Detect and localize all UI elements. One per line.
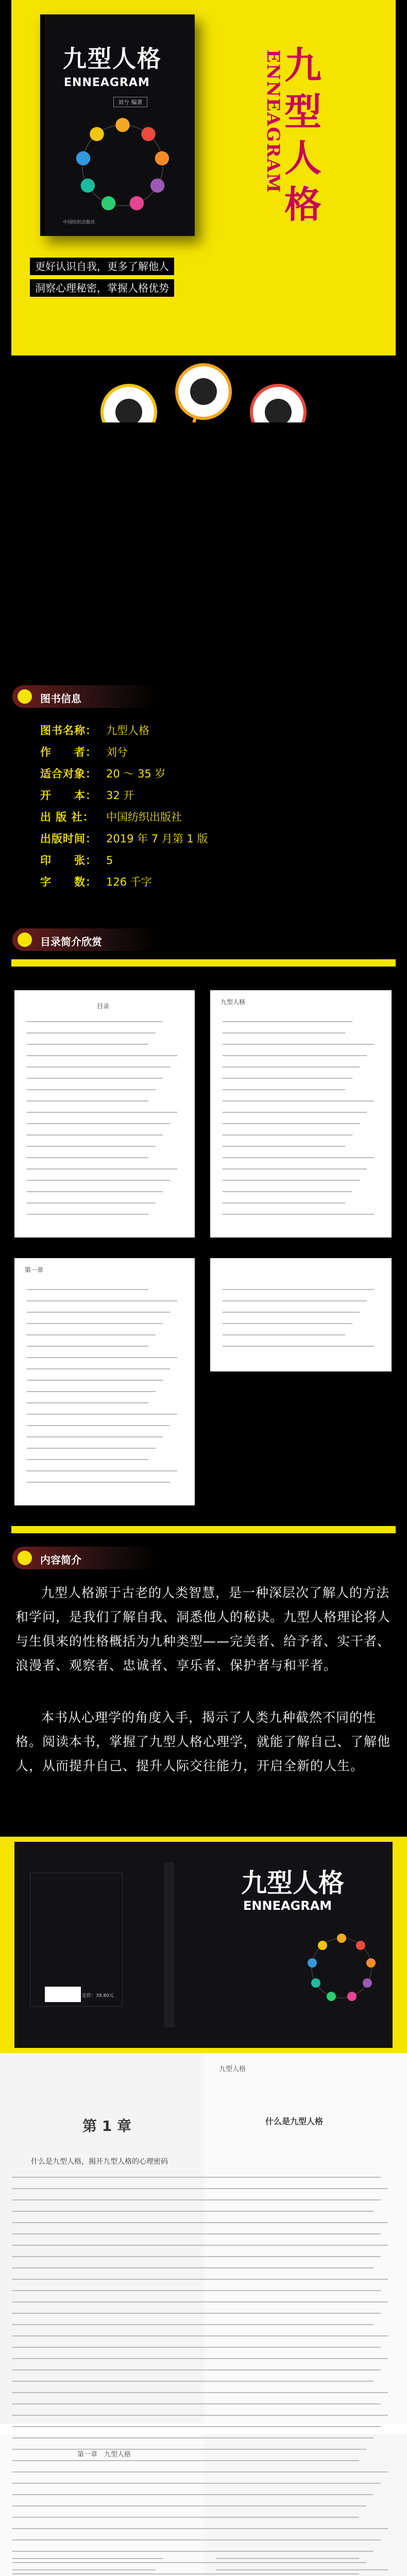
text-line bbox=[27, 1334, 156, 1335]
pin-icon bbox=[18, 1551, 32, 1565]
text-line bbox=[223, 1032, 345, 1033]
info-key: 印 张： bbox=[40, 854, 97, 867]
text-line bbox=[27, 1112, 177, 1113]
text-line bbox=[12, 2505, 366, 2506]
info-value: 126 千字 bbox=[106, 876, 152, 888]
book-cover-title: 九型人格 bbox=[63, 45, 162, 73]
text-line bbox=[27, 1402, 148, 1403]
text-line bbox=[12, 2199, 381, 2200]
text-line bbox=[27, 1134, 163, 1136]
sample-chapter: 第 1 章 bbox=[82, 2117, 131, 2134]
text-line bbox=[12, 2494, 374, 2495]
cover-spine bbox=[164, 1862, 174, 2027]
info-key: 作 者： bbox=[40, 746, 97, 758]
info-row bbox=[40, 742, 128, 762]
text-line bbox=[223, 1323, 352, 1324]
text-line bbox=[223, 1112, 367, 1113]
barcode bbox=[45, 1987, 81, 2002]
text-line bbox=[12, 2471, 388, 2472]
info-key: 出 版 社： bbox=[40, 811, 94, 823]
text-line bbox=[12, 2558, 163, 2559]
text-line bbox=[223, 1168, 367, 1170]
info-key: 适合对象： bbox=[40, 768, 97, 780]
book-info-section bbox=[0, 720, 407, 926]
toc-page-title: 目录 bbox=[97, 1003, 110, 1010]
text-line bbox=[223, 1346, 374, 1347]
toc-chapter-label: 第一章 bbox=[25, 1266, 44, 1274]
book-cover-subtitle: ENNEAGRAM bbox=[64, 76, 150, 89]
text-line bbox=[223, 1044, 374, 1045]
toc-chapter-header: 九型人格 bbox=[221, 998, 246, 1006]
toc-heading-pill bbox=[12, 928, 157, 951]
hero-english-title: ENNEAGRAM bbox=[263, 49, 283, 194]
text-line bbox=[216, 2569, 388, 2570]
text-line bbox=[27, 1425, 170, 1426]
text-line bbox=[12, 2188, 388, 2189]
text-line bbox=[27, 1089, 156, 1090]
text-line bbox=[27, 1180, 170, 1181]
sample-page-right bbox=[204, 2053, 407, 2424]
sample-page-left bbox=[0, 2053, 204, 2424]
text-line bbox=[27, 1368, 170, 1369]
text-line bbox=[27, 1312, 170, 1313]
text-line bbox=[12, 2267, 374, 2268]
info-value: 20 ～ 35 岁 bbox=[106, 768, 166, 780]
info-row bbox=[40, 850, 113, 871]
text-line bbox=[223, 1055, 367, 1056]
sample-right-title: 什么是九型人格 bbox=[265, 2116, 324, 2126]
hero-section bbox=[0, 0, 407, 422]
text-line bbox=[12, 2460, 359, 2461]
text-line bbox=[27, 1459, 148, 1460]
text-line bbox=[12, 2562, 366, 2563]
sample-pages-section bbox=[0, 2053, 407, 2576]
text-line bbox=[12, 2233, 359, 2234]
cover-spread bbox=[14, 1842, 393, 2048]
toc-heading-section bbox=[0, 922, 407, 958]
toc-page-1 bbox=[14, 990, 195, 1238]
cover-front-subtitle: ENNEAGRAM bbox=[243, 1899, 332, 1913]
text-line bbox=[27, 1123, 170, 1124]
toc-page-2 bbox=[210, 990, 392, 1238]
hero-tagline-1: 更好认识自我，更多了解他人 bbox=[30, 258, 174, 275]
text-line bbox=[27, 1202, 156, 1204]
book-cover-publisher: 中国纺织出版社 bbox=[63, 220, 96, 225]
text-line bbox=[12, 2392, 366, 2393]
info-row bbox=[40, 807, 182, 827]
info-key: 图书名称： bbox=[40, 724, 97, 737]
text-line bbox=[12, 2347, 359, 2348]
cover-front-ring-icon bbox=[303, 1929, 380, 2007]
text-line bbox=[12, 2358, 388, 2359]
info-heading-pill bbox=[12, 685, 157, 708]
text-line bbox=[223, 1123, 360, 1124]
text-line bbox=[223, 1312, 360, 1313]
text-line bbox=[223, 1157, 374, 1158]
toc-heading: 目录简介欣赏 bbox=[40, 936, 102, 948]
text-line bbox=[223, 1334, 345, 1335]
intro-section bbox=[0, 1540, 407, 1837]
text-line bbox=[223, 1021, 352, 1022]
text-line bbox=[12, 2483, 381, 2484]
text-line bbox=[12, 2290, 359, 2291]
info-key: 字 数： bbox=[40, 876, 97, 888]
text-line bbox=[12, 2449, 366, 2450]
info-key: 出版时间： bbox=[40, 833, 97, 845]
text-line bbox=[27, 1323, 163, 1324]
text-line bbox=[12, 2403, 359, 2404]
hero-title: 九型人格 bbox=[284, 43, 322, 226]
text-line bbox=[12, 2528, 388, 2529]
intro-paragraph-1: 九型人格源于古老的人类智慧，是一种深层次了解人的方法和学问，是我们了解自我、洞悉他人的秘诀。九型人格理论将人与生俱来的性格概括为九种类型——完美者、给予者、实干者、浪漫者、观察者、忠诚者、享乐者、保护者与和平者。 bbox=[15, 1585, 391, 1673]
text-line bbox=[223, 1191, 352, 1192]
text-line bbox=[12, 2381, 374, 2382]
text-line bbox=[27, 1214, 148, 1215]
text-line bbox=[27, 1448, 156, 1449]
text-line bbox=[12, 2573, 359, 2574]
text-line bbox=[12, 2256, 381, 2257]
hero-tagline-2: 洞察心理秘密，掌握人格优势 bbox=[30, 279, 174, 297]
pin-icon bbox=[18, 933, 32, 947]
text-line bbox=[27, 1055, 177, 1056]
sample-right-head: 第一章 九型人格 bbox=[77, 2451, 131, 2459]
text-line bbox=[216, 2558, 359, 2559]
text-line bbox=[12, 2335, 366, 2336]
text-line bbox=[223, 1100, 374, 1101]
text-line bbox=[27, 1482, 170, 1483]
text-line bbox=[12, 2177, 359, 2178]
toc-bottom-bar bbox=[11, 1526, 396, 1533]
info-row bbox=[40, 872, 152, 892]
text-line bbox=[12, 2415, 388, 2416]
text-line bbox=[12, 2551, 374, 2552]
info-row bbox=[40, 720, 149, 741]
pin-icon bbox=[18, 689, 32, 704]
toc-page-3 bbox=[14, 1258, 195, 1505]
text-line bbox=[223, 1066, 360, 1067]
text-line bbox=[223, 1214, 374, 1215]
personality-wheel-illustration bbox=[0, 355, 407, 422]
text-line bbox=[12, 2369, 381, 2370]
text-line bbox=[27, 1357, 177, 1358]
text-line bbox=[12, 2539, 381, 2540]
text-line bbox=[27, 1168, 177, 1170]
text-line bbox=[27, 1436, 163, 1437]
text-line bbox=[223, 1289, 374, 1290]
info-value: 刘兮 bbox=[106, 746, 128, 758]
book-cover-author: 刘兮 编著 bbox=[113, 97, 147, 107]
info-value: 32 开 bbox=[106, 789, 134, 802]
text-line bbox=[27, 1191, 163, 1192]
text-line bbox=[27, 1021, 163, 1022]
text-line bbox=[27, 1100, 148, 1101]
text-line bbox=[27, 1470, 177, 1471]
toc-page-4 bbox=[210, 1258, 392, 1371]
text-line bbox=[12, 2426, 381, 2427]
cover-back-panel bbox=[30, 1873, 123, 2007]
text-line bbox=[223, 1089, 345, 1090]
cover-front-title: 九型人格 bbox=[241, 1868, 344, 1898]
text-line bbox=[27, 1380, 163, 1381]
info-value: 中国纺织出版社 bbox=[106, 811, 182, 823]
text-line bbox=[223, 1202, 345, 1204]
enneagram-ring-icon bbox=[72, 115, 173, 216]
text-line bbox=[27, 1078, 163, 1079]
text-line bbox=[27, 1157, 148, 1158]
info-row bbox=[40, 785, 134, 806]
text-line bbox=[12, 2211, 374, 2212]
text-line bbox=[223, 1134, 352, 1136]
sample-page-mark: 九型人格 bbox=[219, 2065, 246, 2073]
text-line bbox=[12, 2301, 388, 2302]
text-line bbox=[27, 1414, 177, 1415]
text-line bbox=[223, 1180, 360, 1181]
text-line bbox=[223, 1300, 367, 1301]
book-cover bbox=[40, 14, 195, 236]
text-line bbox=[12, 2279, 366, 2280]
intro-heading-pill bbox=[12, 1547, 157, 1569]
text-line bbox=[27, 1300, 177, 1301]
info-value: 九型人格 bbox=[106, 724, 149, 737]
intro-heading: 内容简介 bbox=[40, 1554, 81, 1566]
text-line bbox=[12, 2569, 156, 2570]
info-heading-section bbox=[0, 679, 407, 715]
intro-paragraph-2: 本书从心理学的角度入手，揭示了人类九种截然不同的性格。阅读本书，掌握了九型人格心理学，就能了解自己、了解他人，从而提升自己、提升人际交往能力，开启全新的人生。 bbox=[15, 1710, 391, 1773]
text-line bbox=[12, 2313, 381, 2314]
text-line bbox=[27, 1289, 148, 1290]
info-heading: 图书信息 bbox=[40, 692, 81, 705]
info-key: 开 本： bbox=[40, 789, 97, 802]
text-line bbox=[12, 2324, 374, 2325]
text-line bbox=[12, 2517, 359, 2518]
text-line bbox=[27, 1346, 148, 1347]
text-line bbox=[27, 1044, 148, 1045]
info-value: 5 bbox=[106, 854, 113, 867]
text-line bbox=[223, 1078, 352, 1079]
cover-price: 定价：39.80元 bbox=[82, 1993, 114, 1998]
text-line bbox=[12, 2222, 366, 2223]
text-line bbox=[27, 1146, 156, 1147]
text-line bbox=[27, 1391, 156, 1392]
text-line bbox=[27, 1066, 170, 1067]
sample-chapter-title: 什么是九型人格，揭开九型人格的心理密码 bbox=[31, 2158, 168, 2166]
text-line bbox=[12, 2437, 374, 2438]
cover-spread-section bbox=[0, 1837, 407, 2053]
text-line bbox=[27, 1032, 156, 1033]
text-line bbox=[223, 1146, 345, 1147]
info-row bbox=[40, 828, 208, 849]
toc-top-bar bbox=[11, 959, 396, 967]
info-row bbox=[40, 764, 165, 784]
info-value: 2019 年 7 月第 1 版 bbox=[106, 833, 208, 845]
toc-section bbox=[0, 959, 407, 1536]
text-line bbox=[12, 2245, 388, 2246]
